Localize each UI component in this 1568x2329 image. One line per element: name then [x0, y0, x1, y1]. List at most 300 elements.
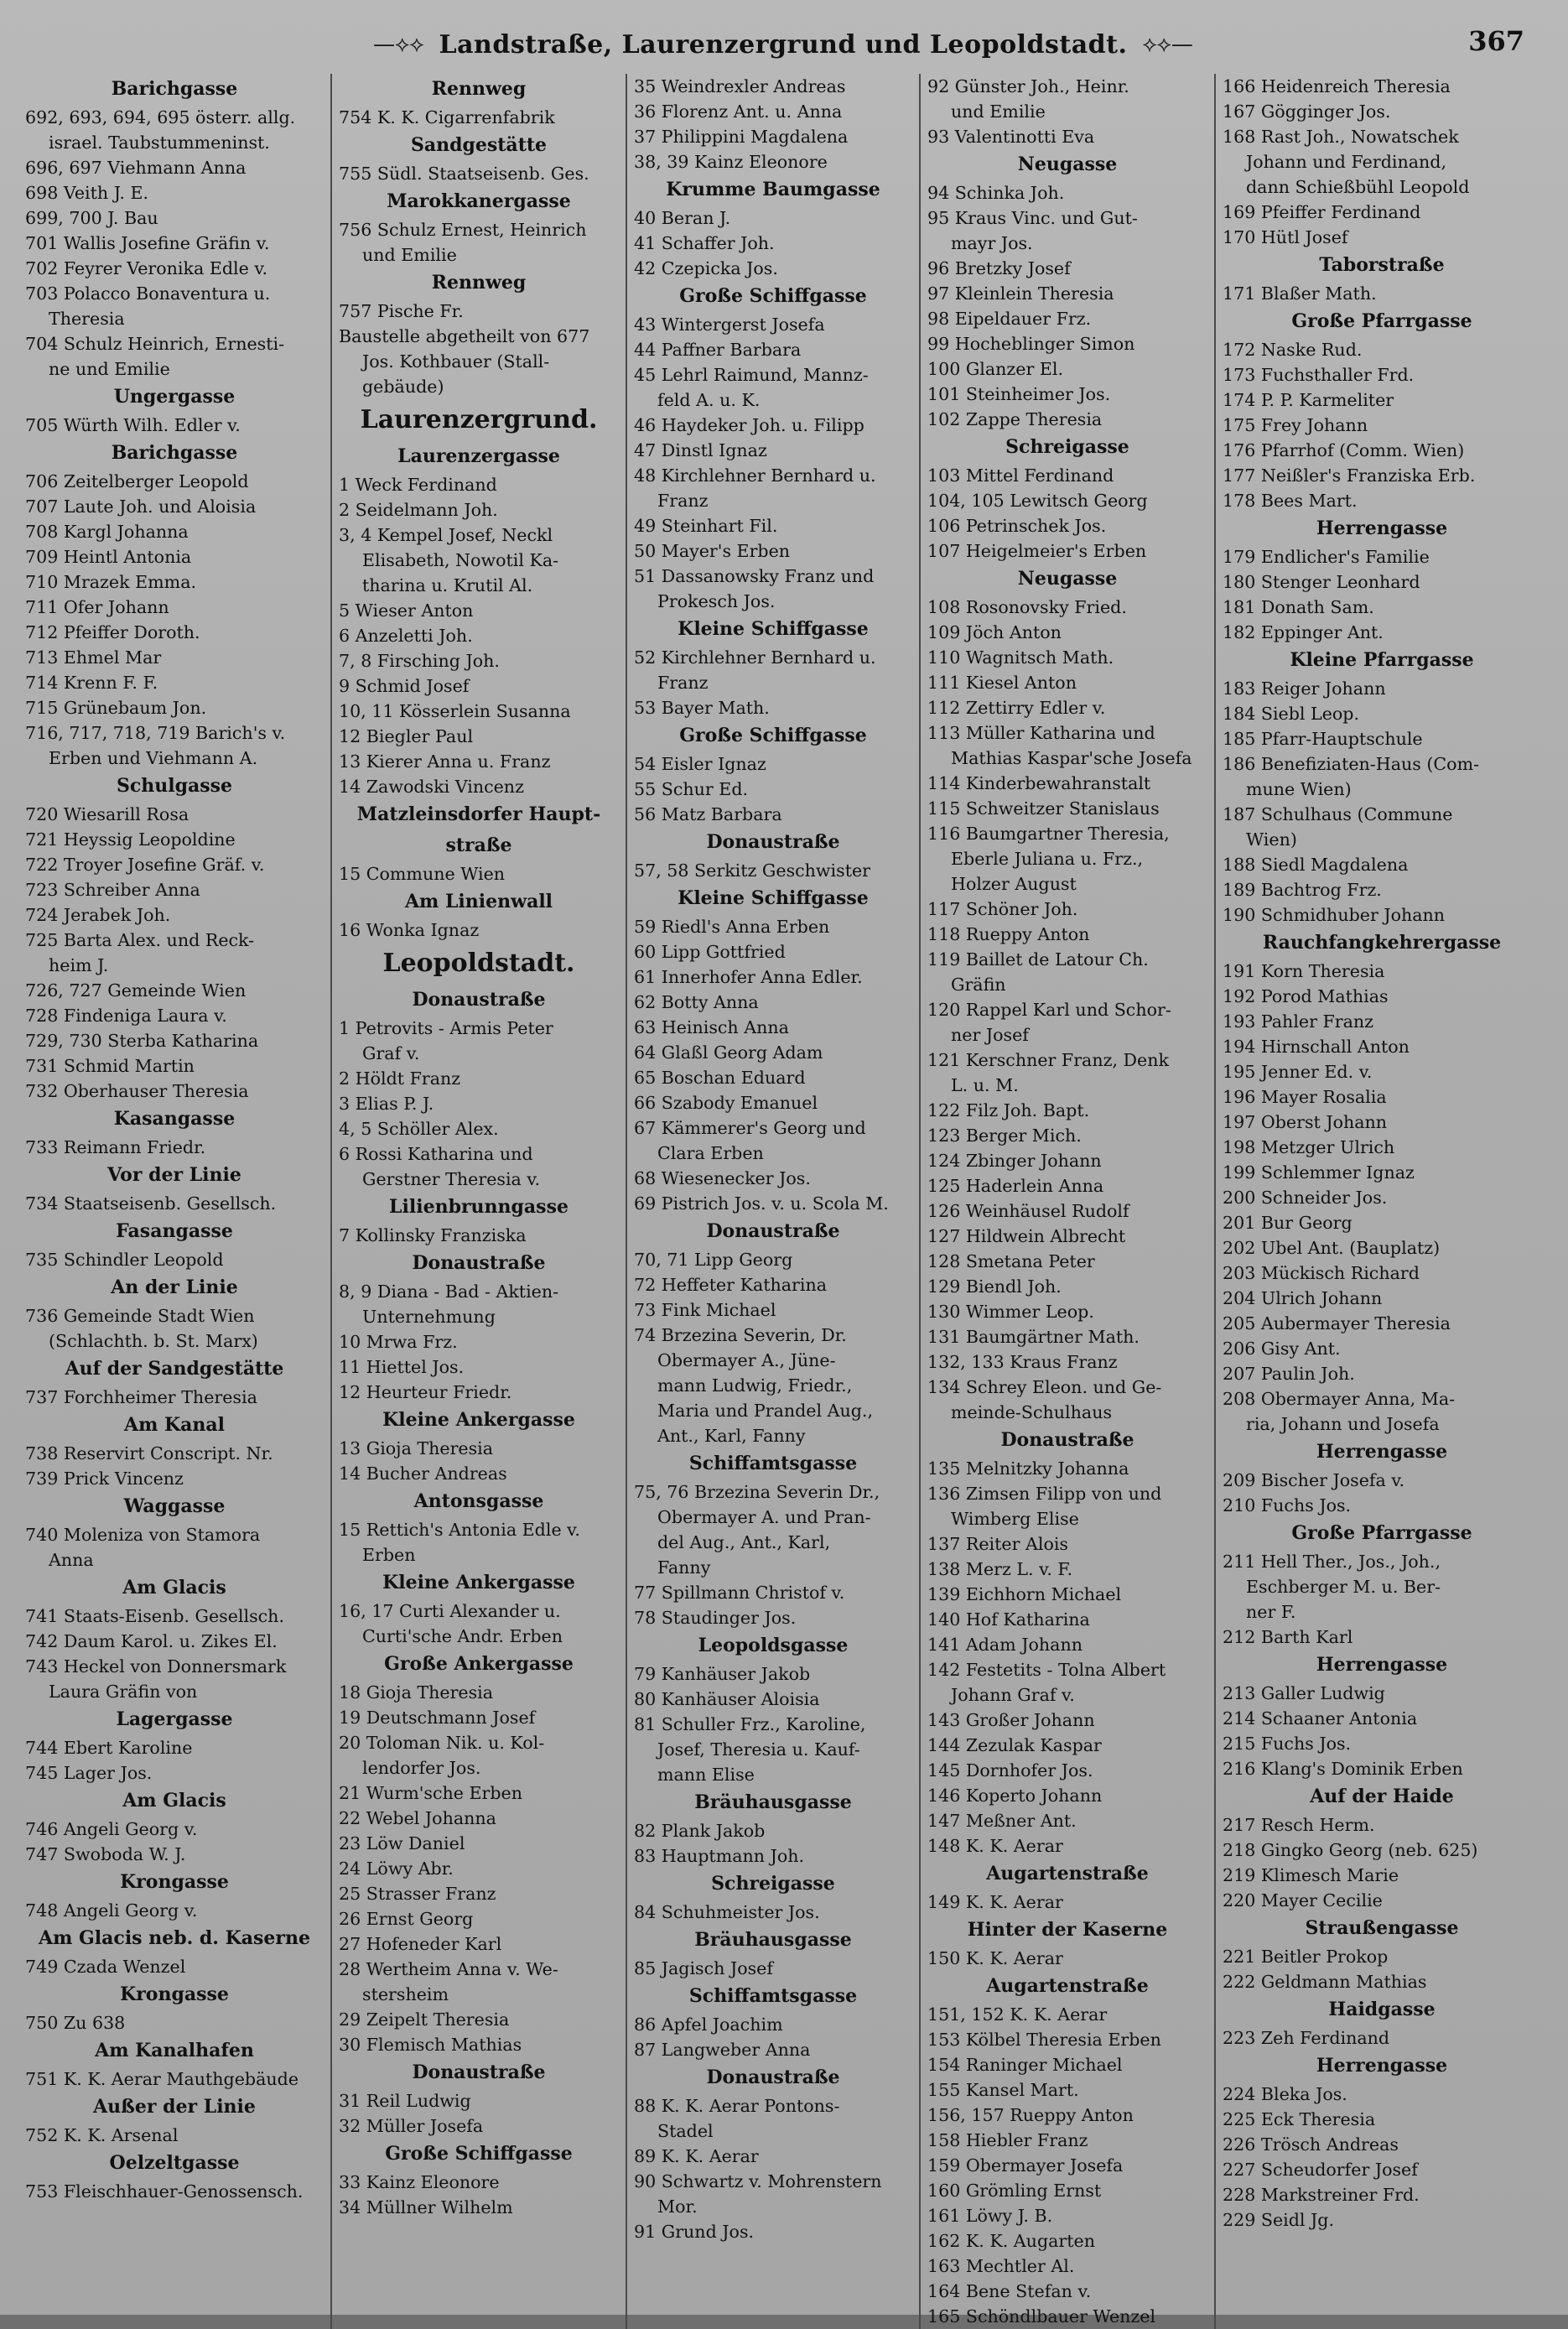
address-entry: 710 Mrazek Emma. — [25, 572, 197, 592]
address-entry: 740 Moleniza von Stamora — [25, 1525, 261, 1545]
address-entry: 30 Flemisch Mathias — [339, 2035, 522, 2055]
address-entry: 19 Deutschmann Josef — [339, 1708, 536, 1728]
address-entry: 88 K. K. Aerar Pontons- — [634, 2096, 840, 2116]
entry-continuation: Erben und Viehmann A. — [49, 748, 258, 768]
address-entry: 10, 11 Kösserlein Susanna — [339, 701, 571, 721]
address-entry: 24 Löwy Abr. — [339, 1859, 454, 1879]
address-entry: 100 Glanzer El. — [927, 359, 1064, 379]
entry-continuation: Ant., Karl, Fanny — [657, 1426, 806, 1446]
address-entry: 178 Bees Mart. — [1223, 491, 1358, 511]
address-entry: 149 K. K. Aerar — [927, 1892, 1063, 1912]
address-entry: 735 Schindler Leopold — [25, 1250, 224, 1270]
address-entry: 702 Feyrer Veronika Edle v. — [25, 258, 268, 278]
address-entry: 721 Heyssig Leopoldine — [25, 829, 236, 850]
address-entry: 707 Laute Joh. und Aloisia — [25, 496, 257, 517]
address-entry: 129 Biendl Joh. — [927, 1276, 1062, 1297]
entry-continuation: dann Schießbühl Leopold — [1246, 177, 1470, 197]
address-entry: 722 Troyer Josefine Gräf. v. — [25, 855, 265, 875]
address-entry: 68 Wiesenecker Jos. — [634, 1168, 811, 1188]
address-entry: 9 Schmid Josef — [339, 676, 470, 696]
address-entry: 747 Swoboda W. J. — [25, 1844, 186, 1864]
address-entry: 97 Kleinlein Theresia — [927, 283, 1114, 304]
address-entry: 197 Oberst Johann — [1223, 1112, 1388, 1132]
address-entry: 140 Hof Katharina — [927, 1609, 1090, 1630]
address-entry: 742 Daum Karol. u. Zikes El. — [25, 1631, 278, 1651]
address-entry: 123 Berger Mich. — [927, 1126, 1082, 1146]
address-entry: 141 Adam Johann — [927, 1635, 1083, 1655]
address-entry: 739 Prick Vincenz — [25, 1469, 184, 1489]
running-title: Landstraße, Laurenzergrund und Leopoldstadt. — [439, 29, 1128, 60]
address-entry: 692, 693, 694, 695 österr. allg. — [25, 107, 296, 127]
address-entry: 45 Lehrl Raimund, Mannz- — [634, 365, 869, 385]
street-heading: Kleine Ankergasse — [382, 1572, 575, 1593]
address-entry: 16, 17 Curti Alexander u. — [339, 1601, 561, 1621]
address-entry: 209 Bischer Josefa v. — [1223, 1470, 1405, 1490]
address-entry: 63 Heinisch Anna — [634, 1017, 789, 1037]
address-entry: 120 Rappel Karl und Schor- — [927, 1000, 1171, 1020]
address-entry: 114 Kinderbewahranstalt — [927, 773, 1151, 793]
address-entry: 51 Dassanowsky Franz und — [634, 566, 875, 586]
address-entry: 228 Markstreiner Frd. — [1223, 2185, 1420, 2205]
address-entry: 756 Schulz Ernest, Heinrich — [339, 220, 587, 240]
address-entry: 202 Ubel Ant. (Bauplatz) — [1223, 1238, 1441, 1258]
address-entry: 124 Zbinger Johann — [927, 1151, 1102, 1171]
address-entry: 75, 76 Brzezina Severin Dr., — [634, 1482, 880, 1502]
address-entry: 167 Gögginger Jos. — [1223, 101, 1391, 122]
address-entry: 80 Kanhäuser Aloisia — [634, 1689, 820, 1709]
address-entry: 83 Hauptmann Joh. — [634, 1846, 805, 1866]
address-entry: 36 Florenz Ant. u. Anna — [634, 101, 843, 122]
street-heading: Bräuhausgasse — [694, 1791, 852, 1813]
address-entry: 52 Kirchlehner Bernhard u. — [634, 647, 876, 668]
street-heading: Am Glacis neb. d. Kaserne — [39, 1927, 310, 1949]
address-entry: 177 Neißler's Franziska Erb. — [1223, 465, 1476, 486]
street-heading: An der Linie — [111, 1276, 238, 1298]
address-entry: 726, 727 Gemeinde Wien — [25, 980, 247, 1001]
entry-continuation: lendorfer Jos. — [362, 1758, 481, 1778]
address-entry: 145 Dornhofer Jos. — [927, 1760, 1093, 1781]
street-heading: Waggasse — [123, 1495, 226, 1517]
address-entry: 755 Südl. Staatseisenb. Ges. — [339, 164, 589, 184]
entry-continuation: tharina u. Krutil Al. — [362, 575, 533, 595]
entry-continuation: stersheim — [362, 1984, 449, 2004]
street-heading: Rennweg — [431, 272, 527, 294]
street-heading: Hinter der Kaserne — [967, 1919, 1168, 1941]
address-entry: 49 Steinhart Fil. — [634, 516, 778, 536]
address-entry: 99 Hocheblinger Simon — [927, 334, 1135, 354]
address-entry: 2 Höldt Franz — [339, 1068, 461, 1089]
address-entry: 74 Brzezina Severin, Dr. — [634, 1325, 847, 1345]
address-entry: 18 Gioja Theresia — [339, 1682, 494, 1703]
street-heading: Große Pfarrgasse — [1291, 310, 1472, 332]
address-entry: 91 Grund Jos. — [634, 2222, 755, 2242]
address-entry: 194 Hirnschall Anton — [1223, 1037, 1410, 1057]
street-heading: Krongasse — [120, 1983, 229, 2005]
street-heading: Antonsgasse — [413, 1490, 544, 1512]
street-heading: Herrengasse — [1316, 1654, 1448, 1676]
address-entry: 126 Weinhäusel Rudolf — [927, 1201, 1129, 1221]
entry-continuation: Laura Gräfin von — [49, 1682, 198, 1702]
street-heading: Am Glacis — [122, 1790, 226, 1812]
address-entry: 96 Bretzky Josef — [927, 258, 1071, 278]
entry-continuation: mann Elise — [657, 1765, 755, 1785]
address-entry: 89 K. K. Aerar — [634, 2146, 759, 2166]
address-entry: 2 Seidelmann Joh. — [339, 500, 498, 520]
address-entry: 154 Raninger Michael — [927, 2055, 1123, 2075]
address-entry: 146 Koperto Johann — [927, 1786, 1103, 1806]
address-entry: 199 Schlemmer Ignaz — [1223, 1162, 1415, 1183]
street-heading: Rauchfangkehrergasse — [1262, 932, 1502, 954]
address-entry: 115 Schweitzer Stanislaus — [927, 798, 1160, 819]
address-entry: 182 Eppinger Ant. — [1223, 622, 1384, 642]
address-entry: 130 Wimmer Leop. — [927, 1302, 1094, 1322]
address-entry: 716, 717, 718, 719 Barich's v. — [25, 723, 286, 743]
street-heading: Krumme Baumgasse — [666, 179, 880, 200]
entry-continuation: Jos. Kothbauer (Stall- — [362, 351, 550, 372]
street-heading: Donaustraße — [706, 831, 840, 853]
street-heading: Rennweg — [431, 78, 527, 100]
address-entry: 153 Kölbel Theresia Erben — [927, 2030, 1161, 2050]
address-entry: 218 Gingko Georg (neb. 625) — [1223, 1840, 1478, 1860]
address-entry: 229 Seidl Jg. — [1223, 2210, 1335, 2230]
address-entry: 161 Löwy J. B. — [927, 2206, 1053, 2226]
address-entry: 65 Boschan Eduard — [634, 1068, 806, 1088]
address-entry: 738 Reservirt Conscript. Nr. — [25, 1443, 273, 1463]
address-entry: 190 Schmidhuber Johann — [1223, 905, 1446, 925]
address-entry: 136 Zimsen Filipp von und — [927, 1484, 1162, 1504]
address-entry: 122 Filz Joh. Bapt. — [927, 1100, 1090, 1120]
entry-continuation: Theresia — [49, 309, 125, 329]
address-entry: 72 Heffeter Katharina — [634, 1275, 828, 1295]
entry-continuation: Johann und Ferdinand, — [1246, 152, 1447, 172]
address-entry: 200 Schneider Jos. — [1223, 1188, 1388, 1208]
address-entry: 55 Schur Ed. — [634, 779, 749, 799]
address-entry: 162 K. K. Augarten — [927, 2231, 1095, 2251]
address-entry: 169 Pfeiffer Ferdinand — [1223, 202, 1421, 222]
address-entry: 213 Galler Ludwig — [1223, 1683, 1385, 1703]
entry-continuation: Josef, Theresia u. Kauf- — [657, 1739, 860, 1760]
address-entry: 119 Baillet de Latour Ch. — [927, 949, 1149, 970]
address-entry: 53 Bayer Math. — [634, 698, 770, 718]
address-entry: 111 Kiesel Anton — [927, 673, 1077, 693]
address-entry: 181 Donath Sam. — [1223, 597, 1374, 617]
address-entry: 186 Benefiziaten-Haus (Com- — [1223, 754, 1480, 774]
address-entry: 106 Petrinschek Jos. — [927, 516, 1107, 536]
address-entry: 723 Schreiber Anna — [25, 880, 200, 900]
address-entry: 16 Wonka Ignaz — [339, 920, 480, 940]
address-entry: 82 Plank Jakob — [634, 1821, 766, 1841]
address-entry: 706 Zeitelberger Leopold — [25, 471, 249, 491]
address-entry: 69 Pistrich Jos. v. u. Scola M. — [634, 1193, 889, 1214]
page-number: 367 — [1468, 25, 1524, 57]
column-3 — [626, 74, 919, 2329]
address-entry: 214 Schaaner Antonia — [1223, 1708, 1418, 1729]
address-entry: 117 Schöner Joh. — [927, 899, 1078, 919]
address-entry: 709 Heintl Antonia — [25, 547, 192, 567]
address-entry: 11 Hiettel Jos. — [339, 1357, 465, 1377]
address-entry: 70, 71 Lipp Georg — [634, 1250, 793, 1270]
street-heading: Donaustraße — [412, 2061, 546, 2083]
address-entry: 116 Baumgartner Theresia, — [927, 824, 1170, 844]
address-entry: 81 Schuller Frz., Karoline, — [634, 1714, 866, 1734]
entry-continuation: und Emilie — [951, 101, 1046, 122]
directory-columns — [18, 74, 1548, 2329]
street-heading: Schiffamtsgasse — [688, 1453, 858, 1474]
address-entry: 42 Czepicka Jos. — [634, 258, 778, 278]
entry-continuation: gebäude) — [362, 377, 444, 397]
address-entry: 3 Elias P. J. — [339, 1094, 434, 1114]
street-heading: Barichgasse — [111, 442, 238, 464]
street-heading: Donaustraße — [1000, 1429, 1134, 1451]
entry-continuation: Gräfin — [951, 975, 1006, 995]
address-entry: 86 Apfel Joachim — [634, 2014, 783, 2035]
address-entry: 698 Veith J. E. — [25, 183, 149, 203]
entry-continuation: Gerstner Theresia v. — [362, 1169, 541, 1189]
address-entry: 158 Hiebler Franz — [927, 2130, 1088, 2150]
address-entry: 198 Metzger Ulrich — [1223, 1137, 1395, 1157]
address-entry: 150 K. K. Aerar — [927, 1948, 1063, 1968]
entry-continuation: israel. Taubstummeninst. — [49, 133, 270, 153]
entry-continuation: Anna — [49, 1550, 94, 1570]
address-entry: 208 Obermayer Anna, Ma- — [1223, 1389, 1456, 1409]
address-entry: 13 Gioja Theresia — [339, 1438, 494, 1458]
address-entry: 699, 700 J. Bau — [25, 208, 158, 228]
address-entry: 185 Pfarr-Hauptschule — [1223, 729, 1423, 749]
address-entry: 189 Bachtrog Frz. — [1223, 880, 1382, 900]
address-entry: 725 Barta Alex. und Reck- — [25, 930, 255, 950]
address-entry: 22 Webel Johanna — [339, 1808, 496, 1828]
address-entry: 44 Paffner Barbara — [634, 340, 802, 360]
street-heading: Vor der Linie — [107, 1164, 241, 1186]
street-heading: Bräuhausgasse — [694, 1929, 852, 1951]
address-entry: 184 Siebl Leop. — [1223, 704, 1360, 724]
address-entry: 219 Klimesch Marie — [1223, 1865, 1399, 1885]
address-entry: 750 Zu 638 — [25, 2013, 126, 2033]
street-heading: Donaustraße — [412, 1252, 546, 1274]
address-entry: 205 Aubermayer Theresia — [1223, 1313, 1451, 1333]
address-entry: 744 Ebert Karoline — [25, 1738, 193, 1758]
address-entry: 732 Oberhauser Theresia — [25, 1081, 249, 1101]
address-entry: 107 Heigelmeier's Erben — [927, 541, 1147, 561]
address-entry: 204 Ulrich Johann — [1223, 1288, 1383, 1308]
street-heading: Laurenzergasse — [397, 445, 560, 467]
left-ornament: —⟡⟡ — [373, 31, 424, 57]
address-entry: 37 Philippini Magdalena — [634, 127, 849, 147]
address-entry: 38, 39 Kainz Eleonore — [634, 152, 828, 172]
address-entry: 125 Haderlein Anna — [927, 1176, 1104, 1196]
address-entry: 166 Heidenreich Theresia — [1223, 76, 1451, 96]
street-heading: Große Ankergasse — [384, 1653, 574, 1675]
street-heading: Matzleinsdorfer Haupt- — [356, 803, 601, 825]
address-entry: 134 Schrey Eleon. und Ge- — [927, 1377, 1162, 1397]
address-entry: 12 Biegler Paul — [339, 726, 474, 746]
street-heading: Auf der Haide — [1310, 1786, 1454, 1807]
address-entry: 56 Matz Barbara — [634, 804, 782, 824]
address-entry: 751 K. K. Aerar Mauthgebäude — [25, 2069, 299, 2089]
street-heading: Kleine Schiffgasse — [678, 618, 869, 640]
address-entry: 715 Grünebaum Jon. — [25, 698, 207, 718]
address-entry: 98 Eipeldauer Frz. — [927, 309, 1092, 329]
entry-continuation: mann Ludwig, Friedr., — [657, 1375, 853, 1396]
street-heading: Ungergasse — [113, 386, 236, 408]
address-entry: 25 Strasser Franz — [339, 1884, 496, 1904]
address-entry: 188 Siedl Magdalena — [1223, 855, 1409, 875]
entry-continuation: Wien) — [1246, 829, 1297, 850]
street-heading: Herrengasse — [1316, 2055, 1448, 2077]
address-entry: 212 Barth Karl — [1223, 1627, 1353, 1647]
column-4 — [919, 74, 1214, 2329]
address-entry: 195 Jenner Ed. v. — [1223, 1062, 1373, 1082]
street-heading: Herrengasse — [1316, 1441, 1448, 1463]
address-entry: 737 Forchheimer Theresia — [25, 1387, 257, 1407]
entry-continuation: mune Wien) — [1246, 779, 1352, 799]
address-entry: 118 Rueppy Anton — [927, 924, 1090, 944]
entry-continuation: Obermayer A. und Pran- — [657, 1507, 871, 1527]
address-entry: 220 Mayer Cecilie — [1223, 1890, 1383, 1911]
address-entry: 180 Stenger Leonhard — [1223, 572, 1420, 592]
address-entry: 223 Zeh Ferdinand — [1223, 2028, 1390, 2048]
entry-continuation: (Schlachth. b. St. Marx) — [49, 1331, 258, 1351]
entry-continuation: Stadel — [657, 2121, 714, 2141]
address-entry: 4, 5 Schöller Alex. — [339, 1119, 499, 1139]
address-entry: 193 Pahler Franz — [1223, 1011, 1374, 1032]
address-entry: 14 Zawodski Vincenz — [339, 777, 524, 797]
address-entry: 736 Gemeinde Stadt Wien — [25, 1306, 255, 1326]
address-entry: 754 K. K. Cigarrenfabrik — [339, 107, 555, 127]
address-entry: 728 Findeniga Laura v. — [25, 1006, 227, 1026]
address-entry: 164 Bene Stefan v. — [927, 2281, 1092, 2301]
address-entry: 143 Großer Johann — [927, 1710, 1095, 1730]
address-entry: 705 Würth Wilh. Edler v. — [25, 415, 241, 435]
address-entry: 57, 58 Serkitz Geschwister — [634, 860, 871, 881]
street-heading: Kleine Pfarrgasse — [1290, 649, 1474, 671]
address-entry: 714 Krenn F. F. — [25, 673, 158, 693]
address-entry: 222 Geldmann Mathias — [1223, 1972, 1427, 1992]
entry-continuation: Franz — [657, 491, 709, 511]
address-entry: 108 Rosonovsky Fried. — [927, 597, 1127, 617]
address-entry: 113 Müller Katharina und — [927, 723, 1155, 743]
address-entry: 207 Paulin Joh. — [1223, 1364, 1355, 1384]
address-entry: 192 Porod Mathias — [1223, 986, 1389, 1006]
address-entry: 720 Wiesarill Rosa — [25, 804, 190, 824]
street-heading: Große Pfarrgasse — [1291, 1522, 1472, 1544]
address-entry: 92 Günster Joh., Heinr. — [927, 76, 1129, 96]
address-entry: 696, 697 Viehmann Anna — [25, 158, 247, 178]
address-entry: 135 Melnitzky Johanna — [927, 1458, 1129, 1479]
address-entry: 15 Commune Wien — [339, 864, 506, 884]
address-entry: 191 Korn Theresia — [1223, 961, 1385, 981]
address-entry: 734 Staatseisenb. Gesellsch. — [25, 1193, 277, 1214]
address-entry: 94 Schinka Joh. — [927, 183, 1065, 203]
address-entry: 102 Zappe Theresia — [927, 409, 1103, 429]
address-entry: 159 Obermayer Josefa — [927, 2155, 1124, 2176]
address-entry: 35 Weindrexler Andreas — [634, 76, 846, 96]
address-entry: 101 Steinheimer Jos. — [927, 384, 1111, 404]
address-entry: 175 Frey Johann — [1223, 415, 1368, 435]
street-heading: Am Glacis — [122, 1577, 226, 1599]
address-entry: 85 Jagisch Josef — [634, 1958, 773, 1978]
address-entry: 34 Müllner Wilhelm — [339, 2197, 513, 2217]
entry-continuation: ria, Johann und Josefa — [1246, 1414, 1440, 1434]
address-entry: 144 Zezulak Kaspar — [927, 1735, 1102, 1755]
address-entry: 731 Schmid Martin — [25, 1056, 195, 1076]
address-entry: 41 Schaffer Joh. — [634, 233, 775, 253]
street-heading: Fasangasse — [116, 1220, 233, 1242]
address-entry: 752 K. K. Arsenal — [25, 2125, 179, 2145]
address-entry: 745 Lager Jos. — [25, 1763, 153, 1783]
address-entry: 40 Beran J. — [634, 208, 731, 228]
entry-continuation: Holzer August — [951, 874, 1077, 894]
street-heading: Marokkanergasse — [387, 190, 571, 212]
address-entry: 187 Schulhaus (Commune — [1223, 804, 1453, 824]
address-entry: 729, 730 Sterba Katharina — [25, 1031, 259, 1051]
address-entry: 64 Glaßl Georg Adam — [634, 1042, 823, 1063]
district-heading: Leopoldstadt. — [382, 949, 575, 978]
entry-continuation: Erben — [362, 1545, 416, 1565]
address-entry: 43 Wintergerst Josefa — [634, 315, 825, 335]
street-heading: Donaustraße — [706, 1220, 840, 1242]
address-entry: 703 Polacco Bonaventura u. — [25, 283, 271, 304]
entry-continuation: Wimberg Elise — [951, 1509, 1079, 1529]
address-entry: 7 Kollinsky Franziska — [339, 1225, 527, 1245]
entry-continuation: heim J. — [49, 955, 109, 975]
street-heading: Schreigasse — [711, 1873, 835, 1895]
street-heading: Schulgasse — [116, 775, 233, 797]
entry-continuation: ne und Emilie — [49, 359, 170, 379]
address-entry: 127 Hildwein Albrecht — [927, 1226, 1126, 1246]
street-heading: Sandgestätte — [410, 134, 548, 156]
entry-continuation: und Emilie — [362, 245, 457, 265]
address-entry: 138 Merz L. v. F. — [927, 1559, 1073, 1579]
address-entry: 121 Kerschner Franz, Denk — [927, 1050, 1169, 1070]
entry-continuation: Clara Erben — [657, 1143, 764, 1163]
address-entry: 59 Riedl's Anna Erben — [634, 917, 830, 937]
address-entry: 221 Beitler Prokop — [1223, 1947, 1389, 1967]
street-heading: Augartenstraße — [986, 1975, 1149, 1997]
entry-continuation: Fanny — [657, 1557, 711, 1578]
entry-continuation: meinde-Schulhaus — [951, 1402, 1113, 1422]
column-2 — [330, 74, 626, 2329]
address-entry: 61 Innerhofer Anna Edler. — [634, 967, 863, 987]
address-entry: 128 Smetana Peter — [927, 1251, 1095, 1271]
entry-continuation: feld A. u. K. — [657, 390, 761, 410]
address-entry: 151, 152 K. K. Aerar — [927, 2004, 1108, 2025]
address-entry: 48 Kirchlehner Bernhard u. — [634, 465, 876, 486]
street-heading: Lagergasse — [116, 1708, 233, 1730]
address-entry: 54 Eisler Ignaz — [634, 754, 766, 774]
address-entry: 712 Pfeiffer Doroth. — [25, 622, 200, 642]
address-entry: 227 Scheudorfer Josef — [1223, 2160, 1418, 2180]
address-entry: 104, 105 Lewitsch Georg — [927, 491, 1148, 511]
address-entry: 90 Schwartz v. Mohrenstern — [634, 2171, 882, 2191]
address-entry: 224 Bleka Jos. — [1223, 2084, 1347, 2104]
address-entry: 1 Weck Ferdinand — [339, 475, 497, 495]
address-entry: 15 Rettich's Antonia Edle v. — [339, 1520, 580, 1540]
address-entry: 148 K. K. Aerar — [927, 1836, 1063, 1856]
street-heading: straße — [445, 834, 512, 856]
address-entry: 84 Schuhmeister Jos. — [634, 1902, 820, 1922]
street-heading: Oelzeltgasse — [109, 2152, 240, 2174]
address-entry: 701 Wallis Josefine Gräfin v. — [25, 233, 270, 253]
address-entry: 183 Reiger Johann — [1223, 678, 1386, 699]
address-entry: 10 Mrwa Frz. — [339, 1332, 458, 1352]
street-heading: Große Schiffgasse — [385, 2143, 573, 2165]
entry-continuation: del Aug., Ant., Karl, — [657, 1532, 831, 1552]
street-heading: Große Schiffgasse — [679, 725, 867, 746]
street-heading: Barichgasse — [111, 78, 238, 100]
street-heading: Leopoldsgasse — [698, 1635, 849, 1656]
address-entry: 93 Valentinotti Eva — [927, 127, 1095, 147]
